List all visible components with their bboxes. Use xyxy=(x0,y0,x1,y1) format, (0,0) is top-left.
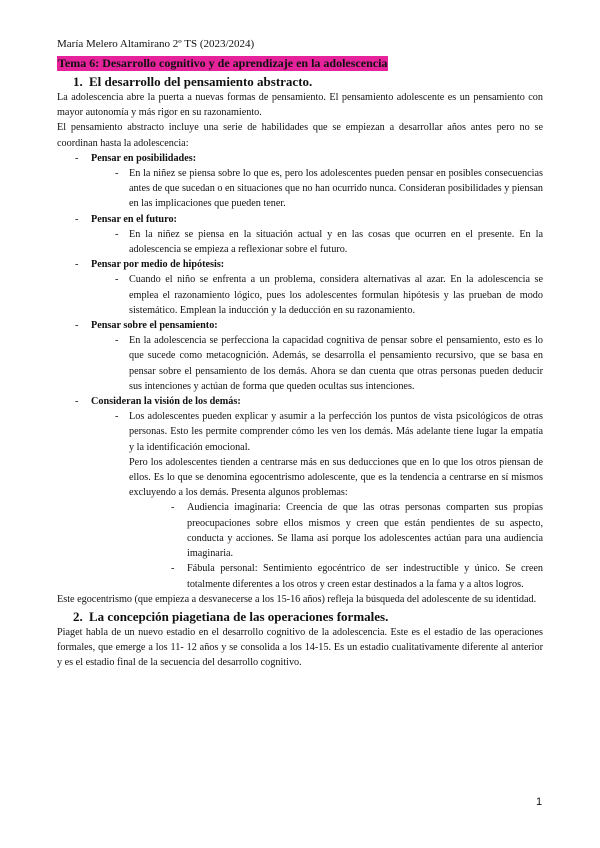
paragraph: Piaget habla de un nuevo estadio en el desarrollo cognitivo de la adolescencia. Este es el estadio de las operaciones formales, que emerge a los 11- 12 años y se consolida a los 14-15. Es un estadio cualitativamente diferente al anterior y es el estadio final de la secuencia del desarrollo cognitivo. xyxy=(57,626,543,669)
list-item xyxy=(57,394,543,592)
list-item xyxy=(57,257,543,318)
sub-item-text: En la niñez se piensa en la situación actual y en las cosas que ocurren en el presente. En la adolescencia se empieza a reflexionar sobre el futuro. xyxy=(129,228,543,256)
sub-item-text: En la niñez se piensa sobre lo que es, pero los adolescentes pueden pensar en posibles consecuencias antes de que sucedan o en situaciones que no han ocurrido nunca. Consideran posibilidades y piensan en las implicaciones que pueden tener. xyxy=(129,168,543,210)
section-number: 2. xyxy=(73,608,83,624)
problem-text: Audiencia imaginaria: Creencia de que las otras personas comparten sus propias preocupaciones sobre ellos mismos y creen que están pendientes de su aspecto, conducta y acciones. Se llama así porque los adolescentes actúan para una audiencia imaginaria. xyxy=(187,502,543,560)
list-item xyxy=(57,151,543,212)
section-number: 1. xyxy=(73,74,83,89)
list-item xyxy=(57,212,543,258)
bullet-dash: - xyxy=(75,213,79,225)
bullet-dash: - xyxy=(75,320,79,332)
section-1-heading xyxy=(57,74,543,90)
bullet-dash: - xyxy=(75,152,79,164)
list-item-title: Pensar sobre el pensamiento: xyxy=(91,320,218,332)
list-item-title: Pensar en el futuro: xyxy=(91,213,177,225)
problem-text: Fábula personal: Sentimiento egocéntrico de ser indestructible y único. Se creen totalmente diferentes a los otros y creen estar destinados a la fama y a altos logros. xyxy=(187,563,543,590)
list-item xyxy=(57,318,543,394)
bullet-dash: - xyxy=(75,396,79,408)
sub-item: - En la niñez se piensa sobre lo que es, pero los adolescentes pueden pensar en posibles consecuencias antes de que sucedan o en situaciones que no han ocurrido nunca. Consideran posibilidades y piensan en las implicaciones que pueden tener. xyxy=(91,166,543,212)
sub-item-text-continued: Pero los adolescentes tienden a centrarse más en sus deducciones que en lo que los otros piensan de ellos. Es lo que se denomina egocentrismo adolescente, que es la tendencia a centrarse en sí mismos excluyendo a los demás. Presenta algunos problemas: xyxy=(129,456,543,499)
section-2-heading xyxy=(57,609,543,625)
sub-item: - En la adolescencia se perfecciona la capacidad cognitiva de pensar sobre el pensamiento, esto es lo que sucede como metacognición. Además, se desarrolla el pensamiento recursivo, que se basa en pensar sobre el pensamiento de los demás. Ahora se dan cuenta que otras personas pueden deducir sus intenciones y actúan de forma que queden ocultas sus intenciones. xyxy=(91,333,543,394)
list-item-title: Consideran la visión de los demás: xyxy=(91,396,241,408)
section-title: La concepción piagetiana de las operaciones formales. xyxy=(89,608,389,624)
sub-item: - En la niñez se piensa en la situación actual y en las cosas que ocurren en el presente. En la adolescencia se empieza a reflexionar sobre el futuro. xyxy=(91,227,543,257)
paragraph: La adolescencia abre la puerta a nuevas formas de pensamiento. El pensamiento adolescente es un pensamiento con mayor autonomía y más rigor en su razonamiento. xyxy=(57,92,543,119)
list-item-title: Pensar por medio de hipótesis: xyxy=(91,259,225,271)
paragraph: El pensamiento abstracto incluye una serie de habilidades que se empiezan a desarrollar años antes pero no se coordinan hasta la adolescencia: xyxy=(57,122,543,149)
paragraph: Este egocentrismo (que empieza a desvanecerse a los 15-16 años) refleja la búsqueda del adolescente de su identidad. xyxy=(57,593,537,605)
section-title: El desarrollo del pensamiento abstracto. xyxy=(89,74,313,89)
problem-item: - Audiencia imaginaria: Creencia de que las otras personas comparten sus propias preocupaciones sobre ellos mismos y creen que están pendientes de su aspecto, conducta y acciones. Se llama así porque los adolescentes actúan para una audiencia imaginaria. xyxy=(91,500,543,561)
sub-item: - Cuando el niño se enfrenta a un problema, considera alternativas al azar. En la adolescencia se emplea el razonamiento lógico, pues los adolescentes formulan hipótesis y las prueban de modo sistemático. Emplean la inducción y la deducción en su razonamiento. xyxy=(91,272,543,318)
topic-title: Tema 6: Desarrollo cognitivo y de aprendizaje en la adolescencia xyxy=(58,56,388,70)
document-body xyxy=(57,74,543,671)
sub-item-text: Los adolescentes pueden explicar y asumir a la perfección los puntos de vista psicológicos de otras personas. Esto les permite comprender cómo les ven los demás. Más adelante tiene lugar la empatía y la identificación emocional. xyxy=(129,411,543,453)
page-number: 1 xyxy=(536,796,543,808)
problem-item: - Fábula personal: Sentimiento egocéntrico de ser indestructible y único. Se creen totalmente diferentes a los otros y creen estar destinados a la fama y a altos logros. xyxy=(91,561,543,591)
sub-item-text: En la adolescencia se perfecciona la capacidad cognitiva de pensar sobre el pensamiento, esto es lo que sucede como metacognición. Además, se desarrolla el pensamiento recursivo, que se basa en pensar sobre el pensamiento de los demás. Ahora se dan cuenta que otras personas pueden deducir sus intenciones y actúan de forma que queden ocultas sus intenciones. xyxy=(129,335,543,392)
sub-item: - Los adolescentes pueden explicar y asumir a la perfección los puntos de vista psicológicos de otras personas. Esto les permite comprender cómo les ven los demás. Más adelante tiene lugar la empatía y la identificación emocional. Pero los adolescentes tienden a centrarse más en sus deducciones que en lo que los otros piensan de ellos. Es lo que se denomina egocentrismo adolescente, que es la tendencia a centrarse en sí mismos excluyendo a los demás. Presenta algunos problemas: xyxy=(91,409,543,500)
list-item-title: Pensar en posibilidades: xyxy=(91,152,197,164)
author-header: María Melero Altamirano 2º TS (2023/2024) xyxy=(57,38,255,50)
bullet-dash: - xyxy=(75,259,79,271)
sub-item-text: Cuando el niño se enfrenta a un problema, considera alternativas al azar. En la adolescencia se emplea el razonamiento lógico, pues los adolescentes formulan hipótesis y las prueban de modo sistemático. Emplean la inducción y la deducción en su razonamiento. xyxy=(129,274,543,316)
